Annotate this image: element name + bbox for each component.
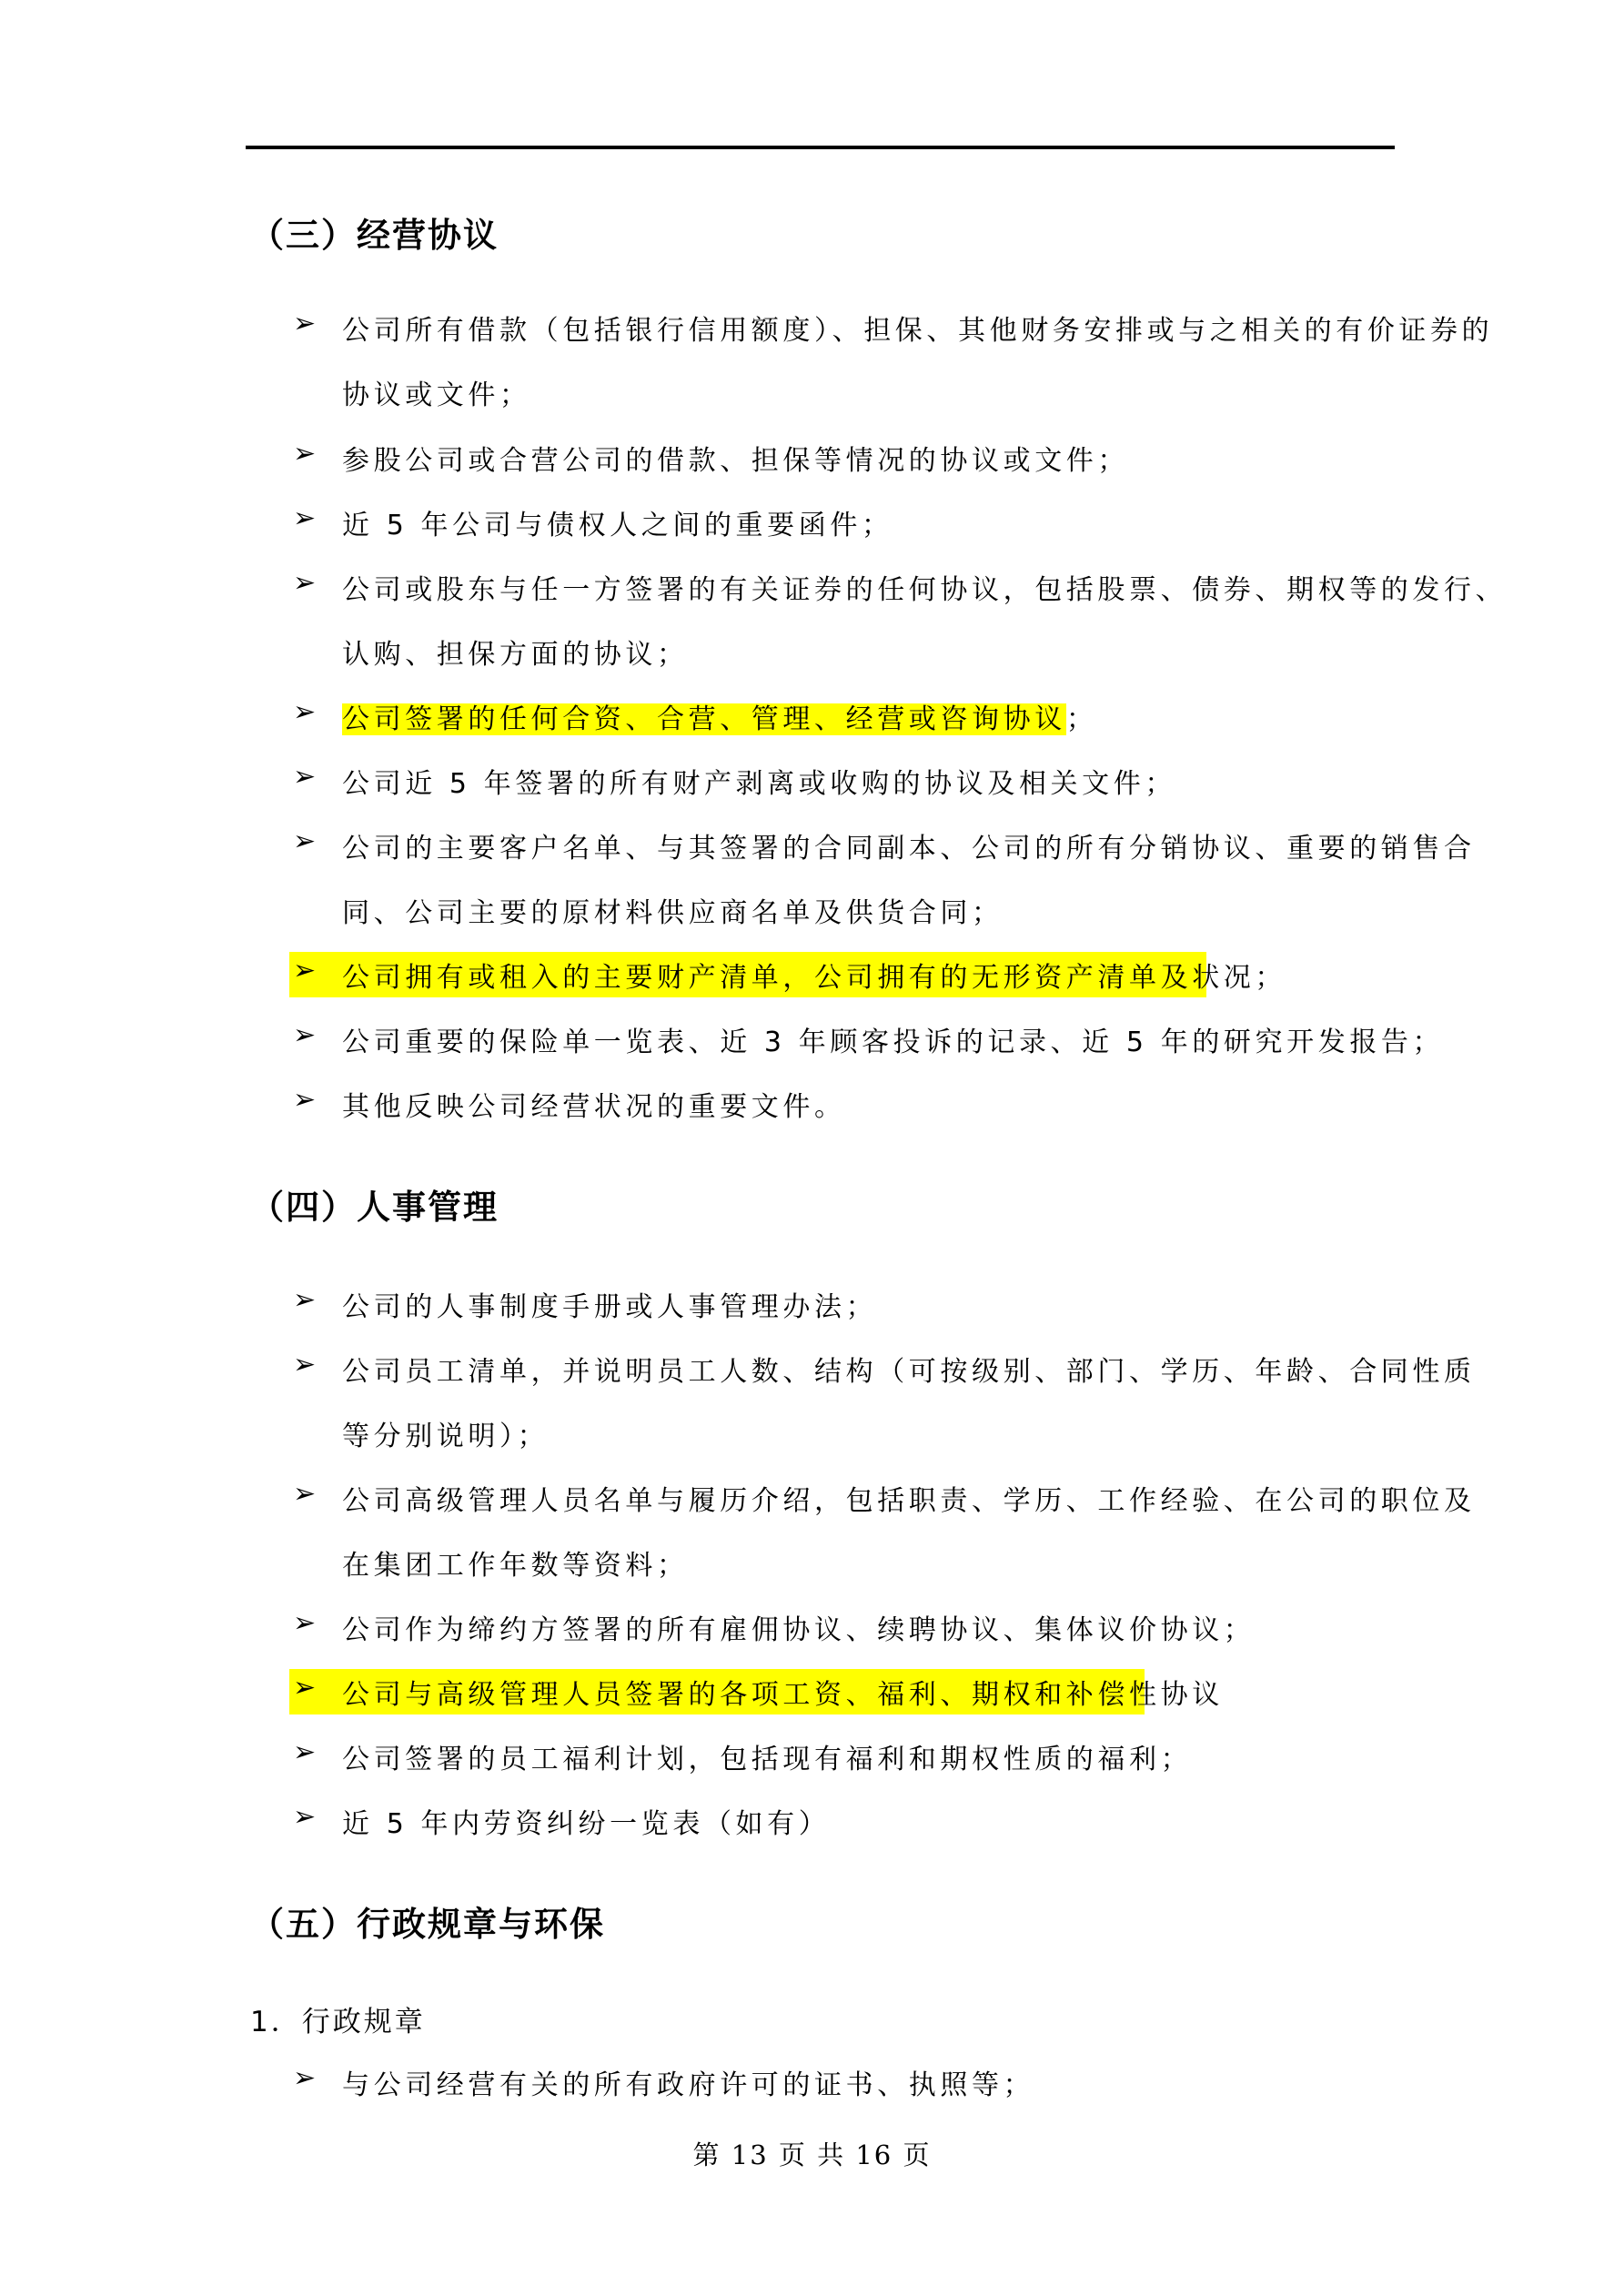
arrow-bullet-icon: ➢ [293, 438, 320, 470]
item-text: 公司拥有或租入的主要财产清单，公司拥有的无形资产清单及状况； [342, 962, 1286, 994]
item-text-cont: 认购、担保方面的协议； [342, 639, 689, 671]
item-text-cont: 在集团工作年数等资料； [342, 1550, 689, 1582]
arrow-bullet-icon: ➢ [293, 1478, 320, 1510]
header-rule [246, 146, 1395, 149]
arrow-bullet-icon: ➢ [293, 502, 320, 534]
page-footer: 第 13 页 共 16 页 [692, 2139, 932, 2170]
arrow-bullet-icon: ➢ [293, 1736, 320, 1768]
item-text: 近 5 年内劳资纠纷一览表（如有） [342, 1808, 831, 1840]
arrow-bullet-icon: ➢ [293, 1084, 320, 1116]
section-5-heading: （五）行政规章与环保 [250, 1905, 605, 1944]
arrow-bullet-icon: ➢ [293, 1284, 320, 1316]
item-text: 公司作为缔约方签署的所有雇佣协议、续聘协议、集体议价协议； [342, 1614, 1256, 1646]
arrow-bullet-icon: ➢ [293, 2062, 320, 2094]
arrow-bullet-icon: ➢ [293, 308, 320, 339]
arrow-bullet-icon: ➢ [293, 1607, 320, 1639]
item-text: 其他反映公司经营状况的重要文件。 [342, 1091, 846, 1123]
section-3-heading: （三）经营协议 [250, 216, 499, 255]
section-4-heading: （四）人事管理 [250, 1188, 499, 1227]
item-text: 公司或股东与任一方签署的有关证券的任何协议，包括股票、债券、期权等的发行、 [342, 574, 1508, 606]
item-text: 近 5 年公司与债权人之间的重要函件； [342, 510, 893, 541]
item-text: 参股公司或合营公司的借款、担保等情况的协议或文件； [342, 445, 1129, 477]
arrow-bullet-icon: ➢ [293, 761, 320, 793]
highlighted-text: 公司签署的任何合资、合营、管理、经营或咨询协议 [342, 703, 1066, 735]
item-text-cont: 协议或文件； [342, 379, 531, 411]
arrow-bullet-icon: ➢ [293, 1801, 320, 1833]
item-text: 公司所有借款（包括银行信用额度）、担保、其他财务安排或与之相关的有价证券的 [342, 315, 1494, 347]
subsection-title: 1．行政规章 [250, 2006, 426, 2038]
arrow-bullet-icon: ➢ [293, 696, 320, 728]
item-text: 与公司经营有关的所有政府许可的证书、执照等； [342, 2069, 1035, 2101]
arrow-bullet-icon: ➢ [293, 1349, 320, 1381]
item-text: 公司的人事制度手册或人事管理办法； [342, 1291, 878, 1323]
item-text-cont: 同、公司主要的原材料供应商名单及供货合同； [342, 897, 1004, 929]
item-text-cont: 等分别说明）； [342, 1421, 550, 1452]
arrow-bullet-icon: ➢ [293, 1672, 320, 1704]
item-text-tail: ； [1065, 703, 1098, 735]
arrow-bullet-icon: ➢ [293, 955, 320, 986]
item-text: 公司的主要客户名单、与其签署的合同副本、公司的所有分销协议、重要的销售合 [342, 833, 1476, 865]
item-text: 公司签署的员工福利计划，包括现有福利和期权性质的福利； [342, 1744, 1193, 1775]
arrow-bullet-icon: ➢ [293, 825, 320, 857]
arrow-bullet-icon: ➢ [293, 567, 320, 599]
item-text: 公司与高级管理人员签署的各项工资、福利、期权和补偿性协议 [342, 1679, 1224, 1711]
item-text: 公司员工清单，并说明员工人数、结构（可按级别、部门、学历、年龄、合同性质 [342, 1356, 1476, 1388]
item-text: 公司高级管理人员名单与履历介绍，包括职责、学历、工作经验、在公司的职位及 [342, 1485, 1476, 1517]
item-text: 公司重要的保险单一览表、近 3 年顾客投诉的记录、近 5 年的研究开发报告； [342, 1027, 1445, 1058]
item-text: 公司近 5 年签署的所有财产剥离或收购的协议及相关文件； [342, 768, 1176, 800]
arrow-bullet-icon: ➢ [293, 1019, 320, 1051]
